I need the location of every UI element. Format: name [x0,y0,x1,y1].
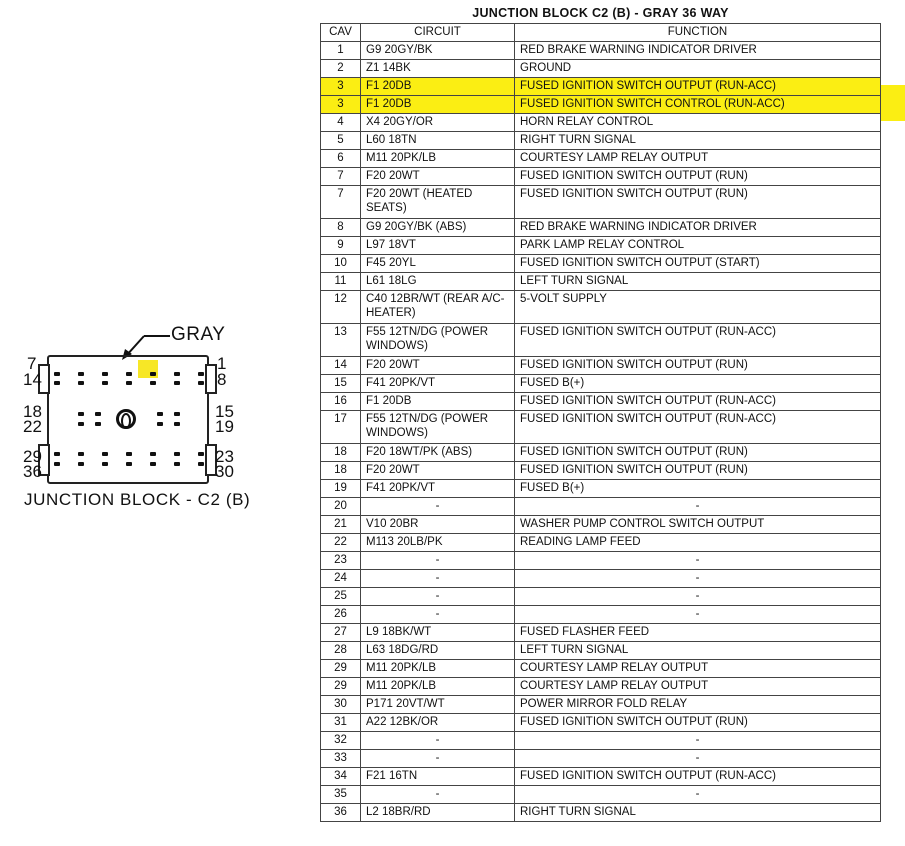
function-cell: 5-VOLT SUPPLY [515,291,881,324]
table-header-row [321,24,881,42]
function-cell: - [515,570,881,588]
function-cell: FUSED IGNITION SWITCH OUTPUT (RUN) [515,168,881,186]
table-row [321,273,881,291]
table-row [321,768,881,786]
circuit-cell: V10 20BR [361,516,515,534]
function-cell: PARK LAMP RELAY CONTROL [515,237,881,255]
pin-number: 14 [23,370,42,389]
circuit-cell: - [361,570,515,588]
table-row [321,642,881,660]
function-cell: - [515,750,881,768]
circuit-cell: L9 18BK/WT [361,624,515,642]
cav-cell: 4 [321,114,361,132]
circuit-cell: - [361,606,515,624]
cav-cell: 35 [321,786,361,804]
table-row [321,444,881,462]
function-cell: FUSED IGNITION SWITCH OUTPUT (RUN) [515,462,881,480]
function-cell: - [515,498,881,516]
cav-cell: 20 [321,498,361,516]
cav-cell: 32 [321,732,361,750]
circuit-cell: P171 20VT/WT [361,696,515,714]
circuit-cell: L60 18TN [361,132,515,150]
cav-cell: 10 [321,255,361,273]
function-cell: READING LAMP FEED [515,534,881,552]
table-row [321,291,881,324]
function-cell: FUSED B(+) [515,375,881,393]
function-cell: FUSED FLASHER FEED [515,624,881,642]
circuit-cell: - [361,588,515,606]
circuit-cell: Z1 14BK [361,60,515,78]
pin-number: 19 [215,417,234,436]
table-row [321,606,881,624]
circuit-cell: F20 20WT (HEATED SEATS) [361,186,515,219]
circuit-cell: F20 20WT [361,168,515,186]
cav-cell: 21 [321,516,361,534]
function-cell: WASHER PUMP CONTROL SWITCH OUTPUT [515,516,881,534]
cav-cell: 1 [321,42,361,60]
connector-center-bolt-icon [116,409,136,429]
cav-cell: 31 [321,714,361,732]
highlight-overflow-1 [881,85,905,103]
highlight-overflow-2 [881,103,905,121]
pin-row-bottom-1 [54,452,204,456]
circuit-cell: G9 20GY/BK [361,42,515,60]
circuit-cell: F55 12TN/DG (POWER WINDOWS) [361,411,515,444]
cav-cell: 13 [321,324,361,357]
pin-number: 30 [215,462,234,481]
table-row [321,42,881,60]
cav-cell: 30 [321,696,361,714]
cav-cell: 36 [321,804,361,822]
function-cell: FUSED IGNITION SWITCH OUTPUT (RUN-ACC) [515,78,881,96]
cav-cell: 27 [321,624,361,642]
cav-cell: 2 [321,60,361,78]
circuit-cell: L2 18BR/RD [361,804,515,822]
circuit-cell: F1 20DB [361,78,515,96]
header-cav: CAV [321,24,361,42]
function-cell: FUSED B(+) [515,480,881,498]
circuit-cell: M11 20PK/LB [361,678,515,696]
cav-cell: 23 [321,552,361,570]
table-row [321,732,881,750]
table-row [321,678,881,696]
pin-number: 1 [217,354,227,373]
table-title: JUNCTION BLOCK C2 (B) - GRAY 36 WAY [472,6,729,20]
circuit-cell: F20 18WT/PK (ABS) [361,444,515,462]
table-row [321,750,881,768]
table-row [321,570,881,588]
circuit-cell: L97 18VT [361,237,515,255]
table-row [321,114,881,132]
cav-cell: 18 [321,462,361,480]
cav-cell: 7 [321,186,361,219]
function-cell: RED BRAKE WARNING INDICATOR DRIVER [515,219,881,237]
table-row [321,534,881,552]
circuit-cell: F41 20PK/VT [361,375,515,393]
function-cell: FUSED IGNITION SWITCH OUTPUT (RUN) [515,357,881,375]
function-cell: - [515,552,881,570]
table-row [321,150,881,168]
function-cell: FUSED IGNITION SWITCH OUTPUT (RUN-ACC) [515,324,881,357]
circuit-cell: M113 20LB/PK [361,534,515,552]
function-cell: POWER MIRROR FOLD RELAY [515,696,881,714]
table-row [321,552,881,570]
pin-row-bottom-2 [54,462,204,466]
connector-color-label: GRAY [171,324,226,345]
function-cell: - [515,588,881,606]
pin-group-mid-left-2 [95,412,101,426]
circuit-cell: C40 12BR/WT (REAR A/C-HEATER) [361,291,515,324]
cav-cell: 25 [321,588,361,606]
pin-number: 29 [23,447,42,466]
table-row [321,462,881,480]
function-cell: FUSED IGNITION SWITCH OUTPUT (RUN-ACC) [515,768,881,786]
table-row [321,375,881,393]
table-row [321,237,881,255]
table-row [321,696,881,714]
circuit-cell: - [361,552,515,570]
circuit-cell: F45 20YL [361,255,515,273]
cav-cell: 5 [321,132,361,150]
pinout-table-body [321,42,881,822]
table-row [321,411,881,444]
cav-cell: 9 [321,237,361,255]
table-row [321,516,881,534]
cav-cell: 19 [321,480,361,498]
connector-diagram [0,320,300,520]
circuit-cell: M11 20PK/LB [361,660,515,678]
circuit-cell: F1 20DB [361,96,515,114]
function-cell: FUSED IGNITION SWITCH OUTPUT (START) [515,255,881,273]
circuit-cell: - [361,786,515,804]
function-cell: COURTESY LAMP RELAY OUTPUT [515,678,881,696]
pin-row-top-1 [54,372,204,376]
pin-group-mid-right [157,412,163,426]
pin-number: 36 [23,462,42,481]
table-row [321,714,881,732]
circuit-cell: - [361,732,515,750]
pin-number: 23 [215,447,234,466]
pin-row-top-2 [54,381,204,385]
table-row [321,660,881,678]
cav-cell: 22 [321,534,361,552]
circuit-cell: F55 12TN/DG (POWER WINDOWS) [361,324,515,357]
pin-number: 22 [23,417,42,436]
function-cell: HORN RELAY CONTROL [515,114,881,132]
circuit-cell: - [361,498,515,516]
circuit-cell: G9 20GY/BK (ABS) [361,219,515,237]
cav-cell: 24 [321,570,361,588]
circuit-cell: F20 20WT [361,357,515,375]
pin-number: 18 [23,402,42,421]
cav-cell: 16 [321,393,361,411]
table-row [321,168,881,186]
circuit-cell: F41 20PK/VT [361,480,515,498]
circuit-cell: A22 12BK/OR [361,714,515,732]
cav-cell: 7 [321,168,361,186]
cav-cell: 15 [321,375,361,393]
table-row [321,219,881,237]
table-row [321,393,881,411]
function-cell: FUSED IGNITION SWITCH OUTPUT (RUN-ACC) [515,393,881,411]
cav-cell: 29 [321,660,361,678]
circuit-cell: F20 20WT [361,462,515,480]
cav-cell: 29 [321,678,361,696]
function-cell: COURTESY LAMP RELAY OUTPUT [515,660,881,678]
cav-cell: 3 [321,96,361,114]
table-row [321,78,881,96]
circuit-cell: - [361,750,515,768]
circuit-cell: M11 20PK/LB [361,150,515,168]
circuit-cell: L63 18DG/RD [361,642,515,660]
table-row [321,255,881,273]
function-cell: LEFT TURN SIGNAL [515,642,881,660]
cav-cell: 12 [321,291,361,324]
function-cell: RIGHT TURN SIGNAL [515,132,881,150]
pin-number: 7 [27,354,37,373]
function-cell: FUSED IGNITION SWITCH OUTPUT (RUN) [515,714,881,732]
pin-group-mid-right-2 [174,412,180,426]
cav-cell: 33 [321,750,361,768]
table-row [321,357,881,375]
connector-latch-right-top [205,364,217,394]
cav-cell: 11 [321,273,361,291]
pin-group-mid-left [78,412,84,426]
function-cell: FUSED IGNITION SWITCH CONTROL (RUN-ACC) [515,96,881,114]
cav-cell: 17 [321,411,361,444]
table-row [321,480,881,498]
header-function: FUNCTION [515,24,881,42]
table-row [321,804,881,822]
function-cell: FUSED IGNITION SWITCH OUTPUT (RUN) [515,444,881,462]
pin-number: 15 [215,402,234,421]
function-cell: LEFT TURN SIGNAL [515,273,881,291]
pin-number: 8 [217,370,227,389]
header-circuit: CIRCUIT [361,24,515,42]
table-row [321,588,881,606]
function-cell: FUSED IGNITION SWITCH OUTPUT (RUN-ACC) [515,411,881,444]
table-row [321,786,881,804]
function-cell: - [515,786,881,804]
circuit-cell: F21 16TN [361,768,515,786]
connector-title: JUNCTION BLOCK - C2 (B) [24,490,251,509]
function-cell: FUSED IGNITION SWITCH OUTPUT (RUN) [515,186,881,219]
cav-cell: 14 [321,357,361,375]
function-cell: RED BRAKE WARNING INDICATOR DRIVER [515,42,881,60]
circuit-cell: F1 20DB [361,393,515,411]
cav-cell: 3 [321,78,361,96]
cav-cell: 26 [321,606,361,624]
pinout-table [320,23,881,822]
function-cell: - [515,606,881,624]
function-cell: GROUND [515,60,881,78]
table-row [321,186,881,219]
circuit-cell: X4 20GY/OR [361,114,515,132]
table-row [321,132,881,150]
cav-cell: 34 [321,768,361,786]
table-row [321,60,881,78]
table-row [321,624,881,642]
table-row [321,498,881,516]
cav-cell: 8 [321,219,361,237]
function-cell: - [515,732,881,750]
function-cell: RIGHT TURN SIGNAL [515,804,881,822]
cav-cell: 18 [321,444,361,462]
function-cell: COURTESY LAMP RELAY OUTPUT [515,150,881,168]
table-row [321,324,881,357]
cav-cell: 28 [321,642,361,660]
circuit-cell: L61 18LG [361,273,515,291]
cav-cell: 6 [321,150,361,168]
table-row [321,96,881,114]
